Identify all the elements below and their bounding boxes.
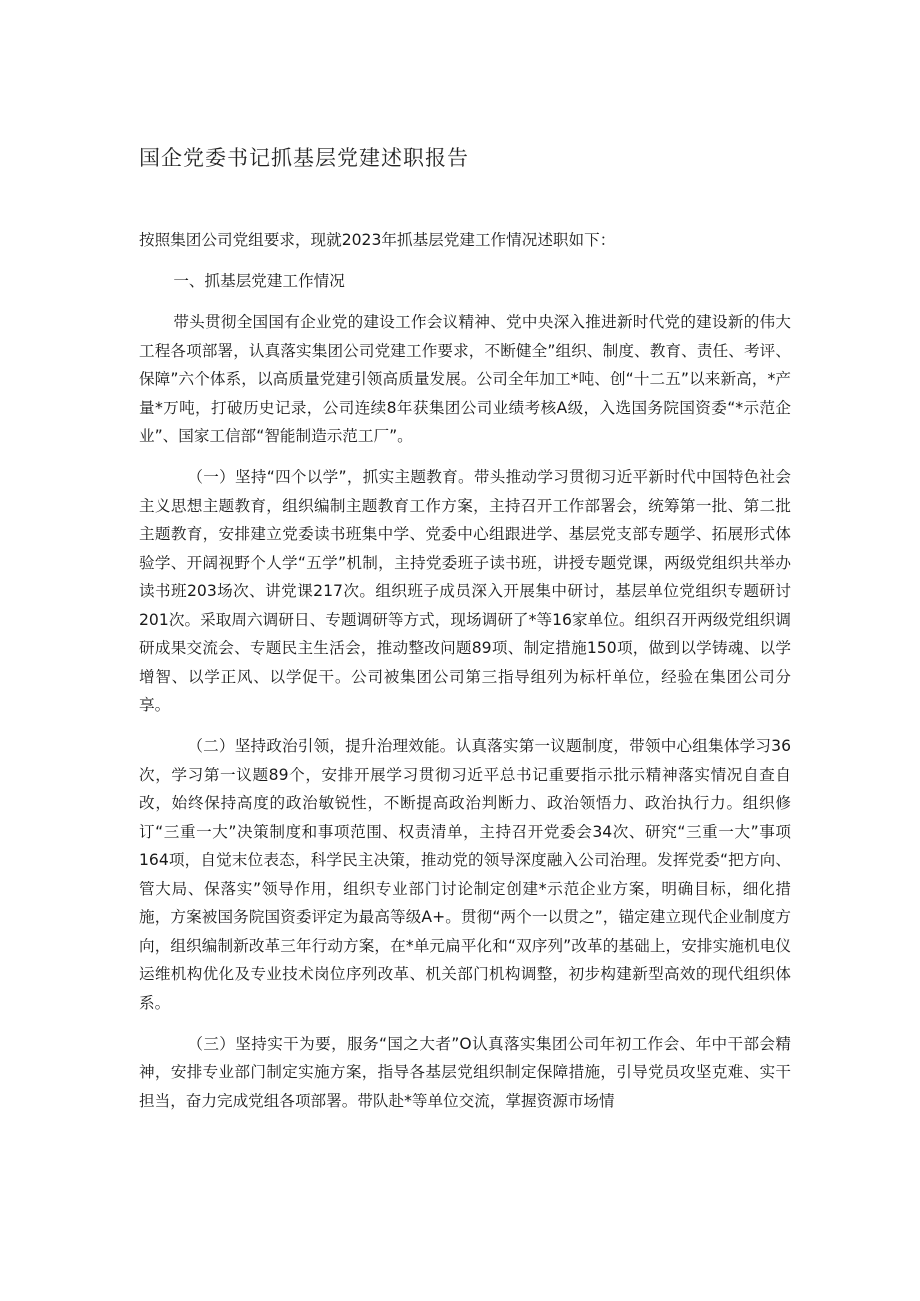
section-heading: 一、抓基层党建工作情况 xyxy=(173,272,345,290)
subsection-paragraph-2: （二）坚持政治引领，提升治理效能。认真落实第一议题制度，带领中心组集体学习36次，学习第一议题89个，安排开展学习贯彻习近平总书记重要指示批示精神落实情况自查自改，始终保持高度的政治敏锐性，不断提高政治判断力、政治领悟力、政治执行力。组织修订“三重一大”决策制度和事项范围、权责清单，主持召开党委会34次、研究“三重一大”事项164项，自觉末位表态，科学民主决策，推动党的领导深度融入公司治理。发挥党委“把方向、管大局、保落实”领导作用，组织专业部门讨论制定创建*示范企业方案，明确目标，细化措施，方案被国务院国资委评定为最高等级A+。贯彻“两个一以贯之”，锚定建立现代企业制度方向，组织编制新改革三年行动方案，在*单元扁平化和“双序列”改革的基础上，安排实施机电仪运维机构优化及专业技术岗位序列改革、机关部门机构调整，初步构建新型高效的现代组织体系。 xyxy=(139,737,791,1012)
subsection-paragraph-1: （一）坚持“四个以学”，抓实主题教育。带头推动学习贯彻习近平新时代中国特色社会主义思想主题教育，组织编制主题教育工作方案，主持召开工作部署会，统筹第一批、第二批主题教育，安排建立党委读书班集中学、党委中心组跟进学、基层党支部专题学、拓展形式体验学、开阔视野个人学“五学”机制，主持党委班子读书班，讲授专题党课，两级党组织共举办读书班203场次、讲党课217次。组织班子成员深入开展集中研讨，基层单位党组织专题研讨201次。采取周六调研日、专题调研等方式，现场调研了*等16家单位。组织召开两级党组织调研成果交流会、专题民主生活会，推动整改问题89项、制定措施150项，做到以学铸魂、以学增智、以学正风、以学促干。公司被集团公司第三指导组列为标杆单位，经验在集团公司分享。 xyxy=(139,468,791,714)
document-body xyxy=(139,226,791,1128)
document-title: 国企党委书记抓基层党建述职报告 xyxy=(139,146,469,170)
subsection-paragraph-3: （三）坚持实干为要，服务“国之大者”O认真落实集团公司年初工作会、年中干部会精神，安排专业部门制定实施方案，指导各基层党组织制定保障措施，引导党员攻坚克难、实干担当，奋力完成党组各项部署。带队赴*等单位交流，掌握资源市场情 xyxy=(139,1034,791,1110)
overview-paragraph: 带头贯彻全国国有企业党的建设工作会议精神、党中央深入推进新时代党的建设新的伟大工程各项部署，认真落实集团公司党建工作要求，不断健全”组织、制度、教育、责任、考评、保障”六个体系，以高质量党建引领高质量发展。公司全年加工*吨、创“十二五”以来新高，*产量*万吨，打破历史记录，公司连续8年获集团公司业绩考核A级，入选国务院国资委“*示范企业”、国家工信部“智能制造示范工厂”。 xyxy=(139,313,791,445)
intro-paragraph: 按照集团公司党组要求，现就2023年抓基层党建工作情况述职如下： xyxy=(139,231,616,249)
